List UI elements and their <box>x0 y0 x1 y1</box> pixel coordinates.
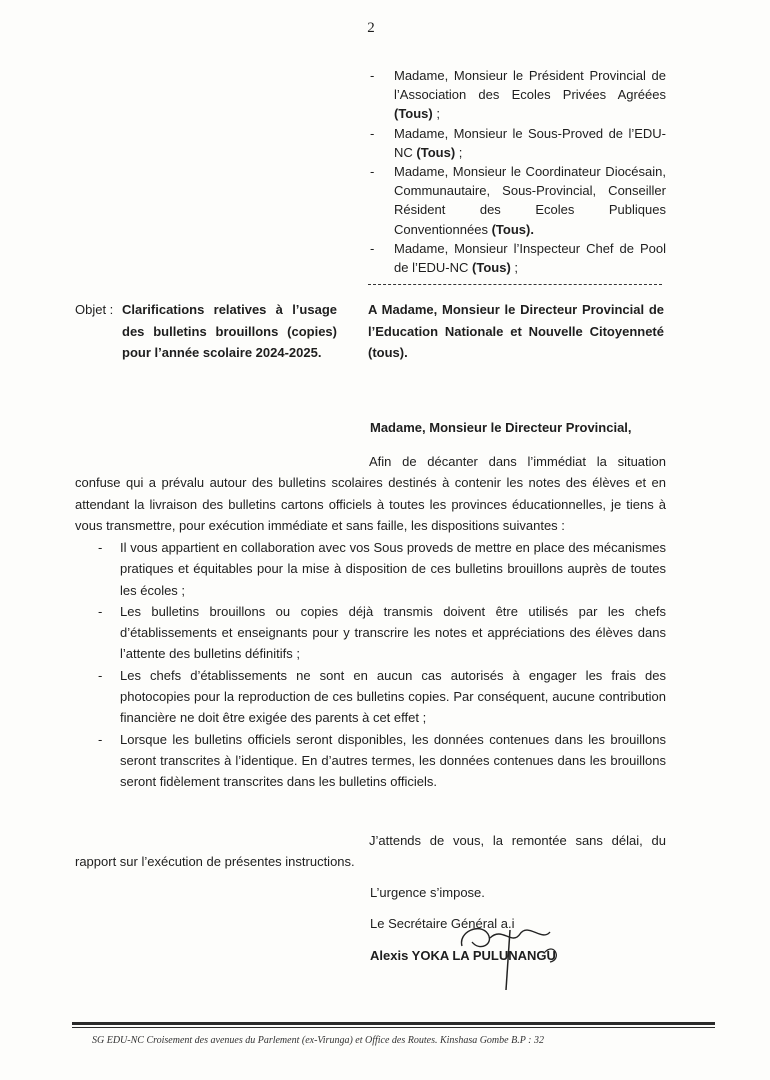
signer-title: Le Secrétaire Général a.i <box>370 916 515 931</box>
disposition-item: - Les bulletins brouillons ou copies déjà transmis doivent être utilisés par les chefs d’établissements et enseignants pour y transcrire les notes et appréciations des élèves dans l’attente des bulletins définitifs ; <box>96 601 666 665</box>
subject-block <box>75 299 337 364</box>
footer-rule <box>72 1022 715 1025</box>
page-number: 2 <box>367 20 375 36</box>
subject-label: Objet : <box>75 302 114 317</box>
recipient-item: - Madame, Monsieur l’Inspecteur Chef de Pool de l’EDU-NC (Tous) ; <box>366 239 666 277</box>
recipient-item: - Madame, Monsieur le Sous-Proved de l’EDU-NC (Tous) ; <box>366 124 666 162</box>
dispositions-list <box>96 537 666 793</box>
recipient-item: - Madame, Monsieur le Président Provincial de l’Association des Ecoles Privées Agréées (Tous) ; <box>366 66 666 124</box>
salutation: Madame, Monsieur le Directeur Provincial, <box>370 420 632 435</box>
recipient-item: - Madame, Monsieur le Coordinateur Diocésain, Communautaire, Sous-Provincial, Conseiller Résident des Ecoles Publiques Conventionnées (Tous). <box>366 162 666 239</box>
disposition-item: - Lorsque les bulletins officiels seront disponibles, les données contenues dans les brouillons seront transcrites à l’identique. En d’autres termes, les données contenues dans les brouillons seront fidèlement transcrites dans les bulletins officiels. <box>96 729 666 793</box>
addressee: A Madame, Monsieur le Directeur Provincial de l’Education Nationale et Nouvelle Citoyenneté (tous). <box>368 302 664 360</box>
subject-text: Clarifications relatives à l’usage des bulletins brouillons (copies) pour l’année scolaire 2024-2025. <box>122 302 337 360</box>
intro-paragraph: Afin de décanter dans l’immédiat la situation confuse qui a prévalu autour des bulletins scolaires destinés à contenir les notes des élèves et en attendant la livraison des bulletins cartons officiels à toutes les provinces éducationnelles, je tiens à vous transmettre, pour exécution immédiate et sans faille, les dispositions suivantes : <box>75 454 666 533</box>
footer-rule-thin <box>72 1027 715 1028</box>
footer-address: SG EDU-NC Croisement des avenues du Parlement (ex-Virunga) et Office des Routes. Kinshasa Gombe B.P : 32 <box>92 1035 544 1046</box>
recipient-list <box>366 66 666 277</box>
urgency-line: L’urgence s’impose. <box>370 885 485 900</box>
handwritten-signature <box>450 912 580 992</box>
disposition-item: - Les chefs d’établissements ne sont en aucun cas autorisés à engager les frais des photocopies pour la reproduction de ces bulletins copies. Par conséquent, aucune contribution financière ne doit être exigée des parents à cet effet ; <box>96 665 666 729</box>
signer-name: Alexis YOKA LA PULUNANGU <box>370 948 556 963</box>
dashed-separator <box>368 284 662 285</box>
closing-paragraph: J’attends de vous, la remontée sans délai, du rapport sur l’exécution de présentes instructions. <box>75 833 666 870</box>
disposition-item: - Il vous appartient en collaboration avec vos Sous proveds de mettre en place des mécanismes pratiques et équitables pour la mise à disposition de ces bulletins brouillons auprès de toutes les écoles ; <box>96 537 666 601</box>
